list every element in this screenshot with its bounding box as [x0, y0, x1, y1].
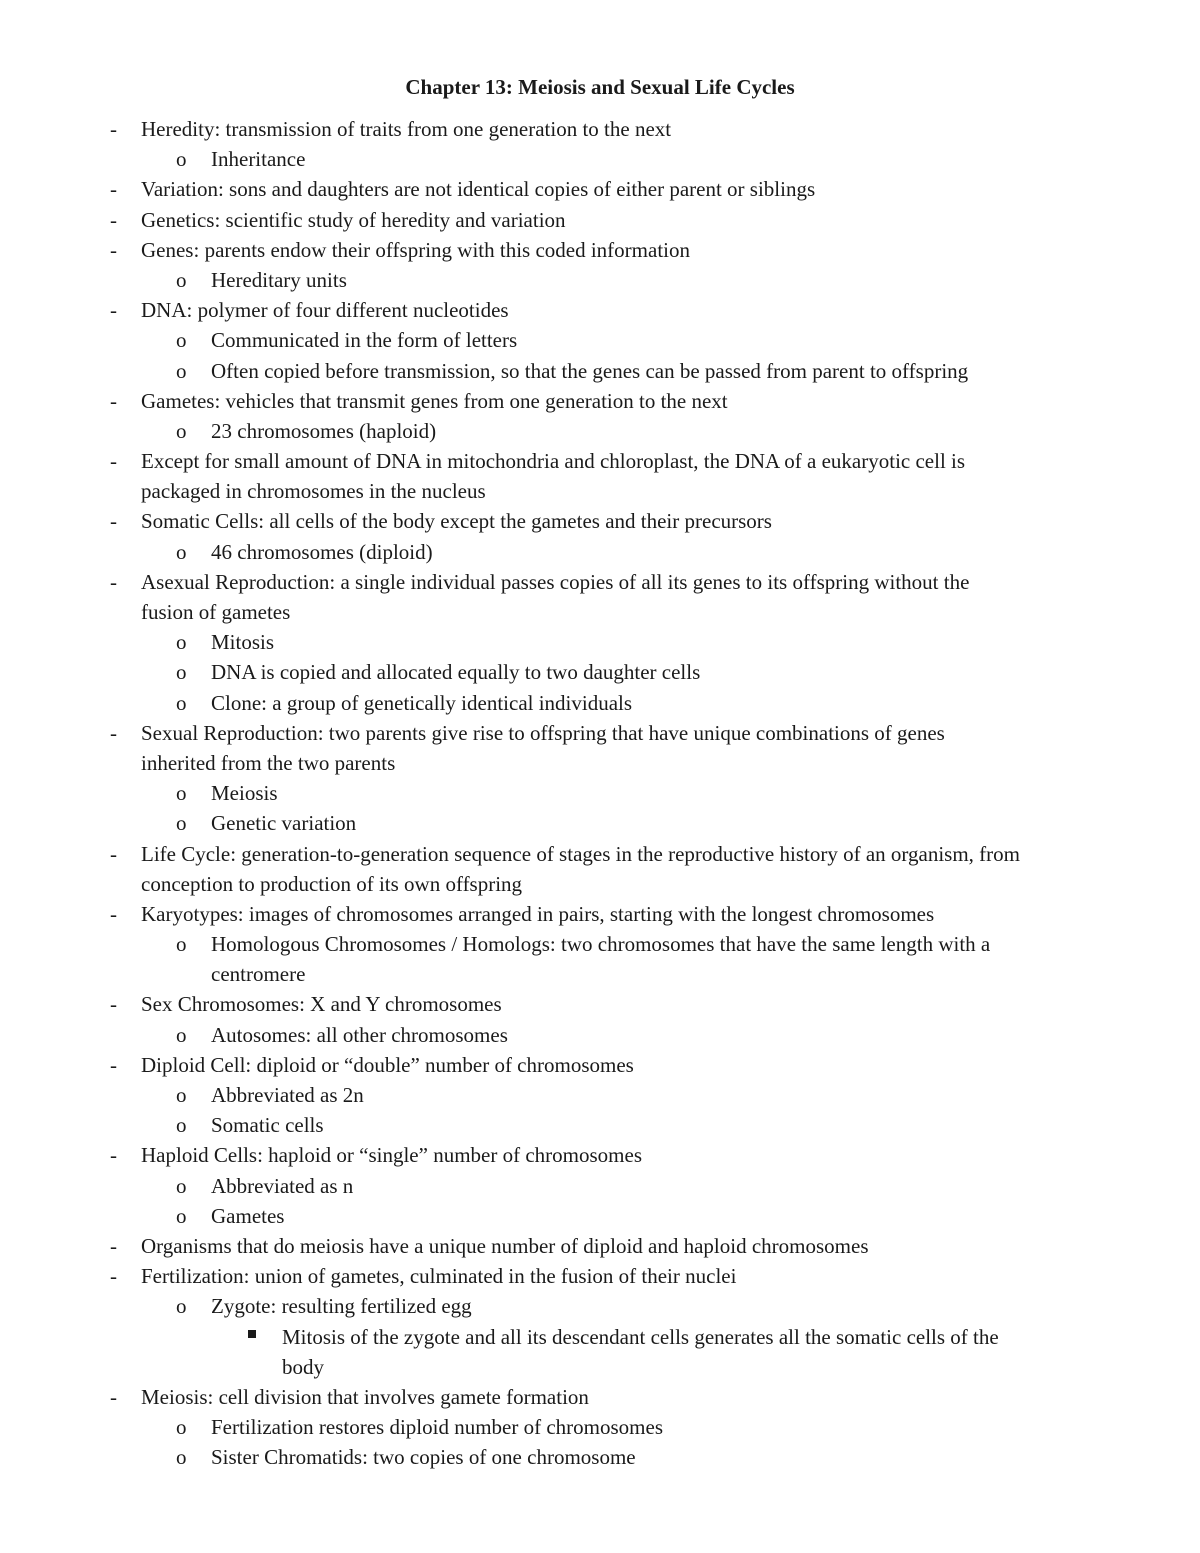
list-item	[0, 356, 1200, 386]
list-item	[0, 1442, 1200, 1472]
dash-bullet: -	[110, 1143, 117, 1168]
circle-bullet: o	[176, 781, 187, 806]
circle-bullet: o	[176, 1445, 187, 1470]
list-item-text: Gametes	[211, 1203, 285, 1228]
list-item	[0, 899, 1200, 929]
list-item-text: Abbreviated as 2n	[211, 1083, 364, 1107]
list-item-text: Often copied before transmission, so that the genes can be passed from parent to offspring	[211, 358, 969, 383]
dash-bullet: -	[110, 1233, 117, 1258]
list-item	[0, 1080, 1200, 1110]
dash-bullet: -	[110, 720, 117, 745]
list-item-text: Except for small amount of DNA in mitochondria and chloroplast, the DNA of a eukaryotic cell is	[141, 449, 966, 474]
list-item	[0, 718, 1200, 748]
list-item-text: Somatic Cells: all cells of the body except the gametes and their precursors	[141, 509, 772, 534]
list-item	[0, 114, 1200, 144]
list-item	[0, 1412, 1200, 1442]
list-item	[0, 567, 1200, 597]
list-item-text: Variation: sons and daughters are not identical copies of either parent or siblings	[141, 177, 816, 202]
list-item	[0, 808, 1200, 838]
dash-bullet: -	[110, 177, 117, 202]
list-item-text: packaged in chromosomes in the nucleus	[141, 479, 486, 504]
list-item	[0, 446, 1200, 476]
circle-bullet: o	[176, 1294, 187, 1319]
dash-bullet: -	[110, 901, 117, 926]
list-item	[0, 989, 1200, 1019]
circle-bullet: o	[176, 1203, 187, 1228]
dash-bullet: -	[110, 449, 117, 474]
list-item-text: Fertilization restores diploid number of chromosomes	[211, 1415, 663, 1440]
circle-bullet: o	[176, 1083, 187, 1107]
list-item-text: Haploid Cells: haploid or “single” number of chromosomes	[141, 1143, 642, 1168]
list-item-text: Somatic cells	[211, 1113, 324, 1138]
list-item-text: Meiosis	[211, 781, 278, 806]
list-item	[0, 1201, 1200, 1231]
list-item-continuation	[0, 476, 1200, 506]
list-item-text: Meiosis: cell division that involves gamete formation	[141, 1384, 589, 1409]
list-item-text: Genetic variation	[211, 811, 357, 836]
page-title: Chapter 13: Meiosis and Sexual Life Cycles	[405, 75, 795, 99]
list-item	[0, 416, 1200, 446]
circle-bullet: o	[176, 1173, 187, 1198]
list-item-text: Sexual Reproduction: two parents give rise to offspring that have unique combinations of genes	[141, 720, 945, 745]
list-item-text: Mitosis	[211, 630, 275, 655]
circle-bullet: o	[176, 418, 187, 443]
circle-bullet: o	[176, 358, 187, 383]
dash-bullet: -	[110, 117, 117, 141]
list-item-text: Abbreviated as n	[211, 1173, 354, 1198]
list-item	[0, 1382, 1200, 1412]
list-item-text: Sister Chromatids: two copies of one chromosome	[211, 1445, 636, 1470]
dash-bullet: -	[110, 509, 117, 534]
square-bullet-icon	[248, 1330, 256, 1338]
dash-bullet: -	[110, 841, 117, 866]
list-item-continuation	[0, 869, 1200, 899]
dash-bullet: -	[110, 207, 117, 232]
list-item	[0, 386, 1200, 416]
list-item	[0, 1261, 1200, 1291]
list-item-text: Karyotypes: images of chromosomes arranged in pairs, starting with the longest chromosomes	[141, 901, 935, 926]
list-item-text: Zygote: resulting fertilized egg	[211, 1294, 472, 1319]
list-item-text: Inheritance	[211, 147, 306, 172]
list-item-text: Genetics: scientific study of heredity and variation	[141, 207, 566, 232]
list-item-text: fusion of gametes	[141, 600, 291, 624]
list-item-text: Fertilization: union of gametes, culminated in the fusion of their nuclei	[141, 1264, 737, 1289]
list-item	[0, 537, 1200, 567]
list-item-text: body	[282, 1354, 324, 1379]
list-item	[0, 1291, 1200, 1321]
list-item-text: Hereditary units	[211, 267, 347, 292]
list-item-text: Mitosis of the zygote and all its descendant cells generates all the somatic cells of the	[282, 1324, 999, 1349]
list-item-text: Asexual Reproduction: a single individual passes copies of all its genes to its offspring without the	[141, 569, 970, 594]
list-item-continuation	[0, 1352, 1200, 1382]
dash-bullet: -	[110, 992, 117, 1017]
circle-bullet: o	[176, 328, 187, 353]
dash-bullet: -	[110, 1264, 117, 1289]
list-item-continuation	[0, 748, 1200, 778]
dash-bullet: -	[110, 298, 117, 323]
list-item-text: Life Cycle: generation-to-generation sequence of stages in the reproductive history of an organism, from	[141, 841, 1020, 866]
circle-bullet: o	[176, 811, 187, 836]
circle-bullet: o	[176, 539, 187, 564]
circle-bullet: o	[176, 267, 187, 292]
list-item	[0, 929, 1200, 959]
list-item	[0, 1050, 1200, 1080]
list-item	[0, 1110, 1200, 1140]
dash-bullet: -	[110, 1384, 117, 1409]
list-item-text: Sex Chromosomes: X and Y chromosomes	[141, 992, 502, 1017]
list-item-text: inherited from the two parents	[141, 750, 396, 775]
list-item-text: Homologous Chromosomes / Homologs: two chromosomes that have the same length with a	[211, 932, 991, 957]
list-item-continuation	[0, 959, 1200, 989]
notes-list	[0, 114, 1200, 1472]
dash-bullet: -	[110, 1052, 117, 1077]
circle-bullet: o	[176, 147, 187, 172]
list-item-text: Communicated in the form of letters	[211, 328, 518, 353]
list-item	[0, 657, 1200, 687]
circle-bullet: o	[176, 630, 187, 655]
list-item	[0, 325, 1200, 355]
list-item	[0, 839, 1200, 869]
circle-bullet: o	[176, 932, 187, 957]
list-item	[0, 1322, 1200, 1352]
list-item-text: conception to production of its own offspring	[141, 871, 523, 896]
list-item-text: Autosomes: all other chromosomes	[211, 1022, 508, 1047]
square-bullet-icon	[248, 1322, 256, 1352]
list-item	[0, 1231, 1200, 1261]
circle-bullet: o	[176, 660, 187, 685]
list-item-text: 46 chromosomes (diploid)	[211, 539, 433, 564]
dash-bullet: -	[110, 388, 117, 413]
list-item	[0, 144, 1200, 174]
dash-bullet: -	[110, 569, 117, 594]
list-item	[0, 174, 1200, 204]
list-item	[0, 778, 1200, 808]
list-item-text: centromere	[211, 962, 306, 987]
circle-bullet: o	[176, 1022, 187, 1047]
list-item	[0, 506, 1200, 536]
dash-bullet: -	[110, 237, 117, 262]
list-item	[0, 688, 1200, 718]
circle-bullet: o	[176, 690, 187, 715]
list-item-text: Clone: a group of genetically identical individuals	[211, 690, 633, 715]
list-item-text: Gametes: vehicles that transmit genes from one generation to the next	[141, 388, 728, 413]
circle-bullet: o	[176, 1415, 187, 1440]
list-item	[0, 1020, 1200, 1050]
list-item-text: Organisms that do meiosis have a unique number of diploid and haploid chromosomes	[141, 1233, 869, 1258]
list-item	[0, 235, 1200, 265]
list-item	[0, 627, 1200, 657]
list-item	[0, 295, 1200, 325]
list-item-text: DNA: polymer of four different nucleotides	[141, 298, 509, 323]
circle-bullet: o	[176, 1113, 187, 1138]
list-item	[0, 205, 1200, 235]
list-item-text: Diploid Cell: diploid or “double” number of chromosomes	[141, 1052, 634, 1077]
list-item-continuation	[0, 597, 1200, 627]
list-item	[0, 265, 1200, 295]
list-item	[0, 1140, 1200, 1170]
list-item-text: Genes: parents endow their offspring with this coded information	[141, 237, 690, 262]
list-item-text: DNA is copied and allocated equally to two daughter cells	[211, 660, 701, 685]
list-item-text: Heredity: transmission of traits from one generation to the next	[141, 117, 672, 141]
list-item	[0, 1171, 1200, 1201]
list-item-text: 23 chromosomes (haploid)	[211, 418, 437, 443]
